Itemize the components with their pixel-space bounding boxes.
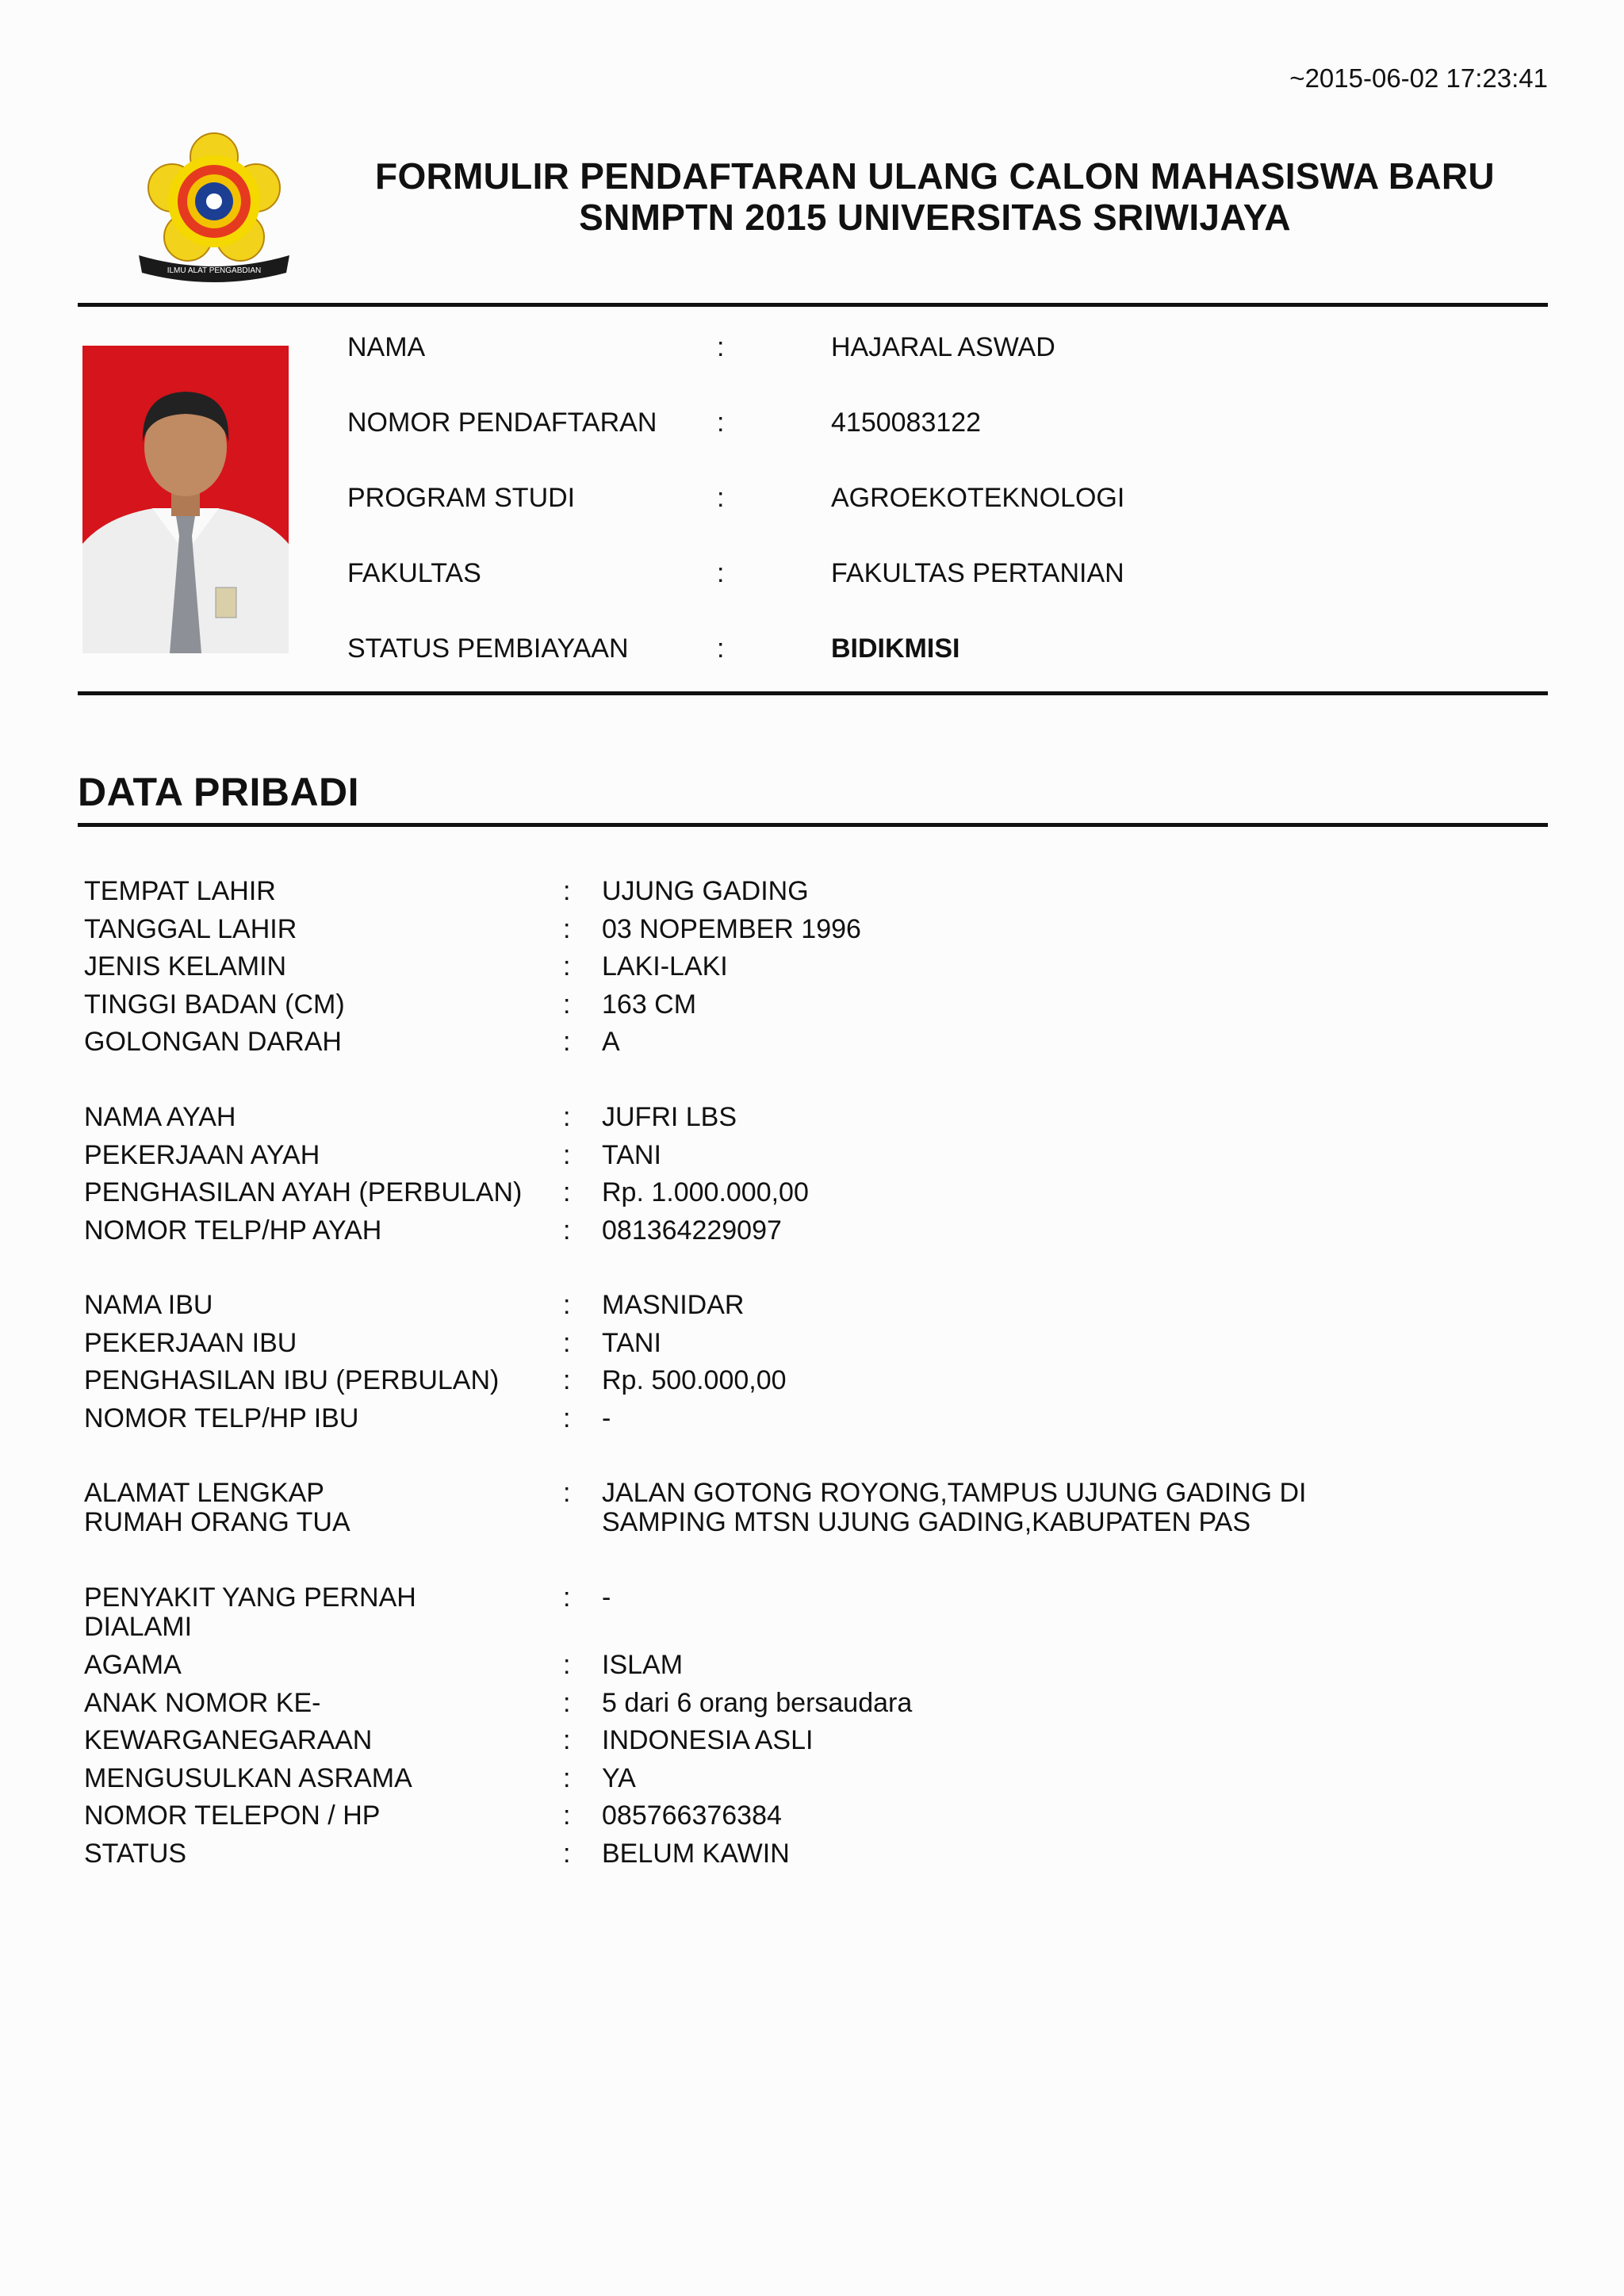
data-label: TINGGI BADAN (CM)	[84, 989, 345, 1020]
separator: :	[563, 1763, 571, 1793]
logo-banner-text: ILMU ALAT PENGABDIAN	[167, 266, 262, 275]
data-value: Rp. 500.000,00	[602, 1365, 787, 1395]
data-label: TANGGAL LAHIR	[84, 914, 297, 944]
data-label: PENGHASILAN AYAH (PERBULAN)	[84, 1177, 523, 1207]
data-label: STATUS	[84, 1839, 187, 1869]
separator: :	[563, 1688, 571, 1718]
separator: :	[563, 1800, 571, 1831]
data-value: YA	[602, 1763, 636, 1793]
separator: :	[717, 483, 725, 513]
data-label: NOMOR TELP/HP AYAH	[84, 1215, 382, 1246]
separator: :	[563, 1027, 571, 1057]
data-value: INDONESIA ASLI	[602, 1725, 814, 1755]
data-label: NAMA IBU	[84, 1290, 213, 1320]
form-title-line-2: SNMPTN 2015 UNIVERSITAS SRIWIJAYA	[579, 197, 1291, 238]
data-label: NOMOR TELP/HP IBU	[84, 1403, 359, 1433]
data-label: PENYAKIT YANG PERNAH DIALAMI	[84, 1582, 416, 1642]
separator: :	[717, 332, 725, 362]
data-label: MENGUSULKAN ASRAMA	[84, 1763, 412, 1793]
data-value: ISLAM	[602, 1650, 684, 1680]
separator: :	[563, 914, 571, 944]
separator: :	[563, 1403, 571, 1433]
info-value: HAJARAL ASWAD	[831, 332, 1055, 362]
data-value: 085766376384	[602, 1800, 782, 1831]
data-value: UJUNG GADING	[602, 876, 809, 906]
info-value: AGROEKOTEKNOLOGI	[831, 483, 1125, 513]
header-bottom-divider	[78, 691, 1548, 695]
data-value: Rp. 1.000.000,00	[602, 1177, 809, 1207]
separator: :	[717, 408, 725, 438]
form-title	[301, 155, 1568, 238]
data-label: NOMOR TELEPON / HP	[84, 1800, 381, 1831]
data-value: -	[602, 1582, 611, 1613]
separator: :	[563, 1215, 571, 1246]
data-value: 163 CM	[602, 989, 697, 1020]
form-title-line-1: FORMULIR PENDAFTARAN ULANG CALON MAHASISWA BARU	[375, 155, 1495, 197]
separator: :	[563, 951, 571, 982]
data-label: PEKERJAAN IBU	[84, 1328, 297, 1358]
data-label: AGAMA	[84, 1650, 182, 1680]
separator: :	[563, 876, 571, 906]
university-logo	[131, 128, 297, 287]
separator: :	[563, 1102, 571, 1132]
data-value: JALAN GOTONG ROYONG,TAMPUS UJUNG GADING DI SAMPING MTSN UJUNG GADING,KABUPATEN PAS	[602, 1478, 1307, 1537]
data-value: MASNIDAR	[602, 1290, 745, 1320]
info-label: STATUS PEMBIAYAAN	[347, 633, 629, 664]
separator: :	[717, 558, 725, 588]
separator: :	[563, 1177, 571, 1207]
header-top-divider	[78, 303, 1548, 307]
data-label: PEKERJAAN AYAH	[84, 1140, 320, 1170]
info-value: BIDIKMISI	[831, 633, 960, 664]
data-value: 03 NOPEMBER 1996	[602, 914, 861, 944]
data-value: -	[602, 1403, 611, 1433]
info-value: 4150083122	[831, 408, 982, 438]
data-value: 5 dari 6 orang bersaudara	[602, 1688, 913, 1718]
data-label: TEMPAT LAHIR	[84, 876, 276, 906]
separator: :	[563, 1582, 571, 1613]
data-value: TANI	[602, 1328, 661, 1358]
data-value: 081364229097	[602, 1215, 782, 1246]
print-timestamp: ~2015-06-02 17:23:41	[1289, 63, 1548, 93]
info-label: NOMOR PENDAFTARAN	[347, 408, 657, 438]
student-photo	[82, 346, 289, 653]
separator: :	[563, 1290, 571, 1320]
data-label: ALAMAT LENGKAP RUMAH ORANG TUA	[84, 1478, 350, 1537]
data-value: JUFRI LBS	[602, 1102, 737, 1132]
data-value: TANI	[602, 1140, 661, 1170]
data-value: A	[602, 1027, 620, 1057]
separator: :	[563, 1650, 571, 1680]
separator: :	[563, 1478, 571, 1508]
info-value: FAKULTAS PERTANIAN	[831, 558, 1124, 588]
section-divider	[78, 823, 1548, 827]
data-label: JENIS KELAMIN	[84, 951, 287, 982]
separator: :	[563, 1365, 571, 1395]
data-label: GOLONGAN DARAH	[84, 1027, 342, 1057]
data-label: KEWARGANEGARAAN	[84, 1725, 373, 1755]
info-label: FAKULTAS	[347, 558, 481, 588]
data-label: PENGHASILAN IBU (PERBULAN)	[84, 1365, 500, 1395]
separator: :	[717, 633, 725, 664]
info-label: NAMA	[347, 332, 426, 362]
info-label: PROGRAM STUDI	[347, 483, 576, 513]
data-value: LAKI-LAKI	[602, 951, 728, 982]
separator: :	[563, 1839, 571, 1869]
separator: :	[563, 1725, 571, 1755]
separator: :	[563, 1328, 571, 1358]
data-label: ANAK NOMOR KE-	[84, 1688, 321, 1718]
separator: :	[563, 1140, 571, 1170]
data-label: NAMA AYAH	[84, 1102, 236, 1132]
separator: :	[563, 989, 571, 1020]
data-value: BELUM KAWIN	[602, 1839, 790, 1869]
section-title: DATA PRIBADI	[78, 770, 360, 814]
